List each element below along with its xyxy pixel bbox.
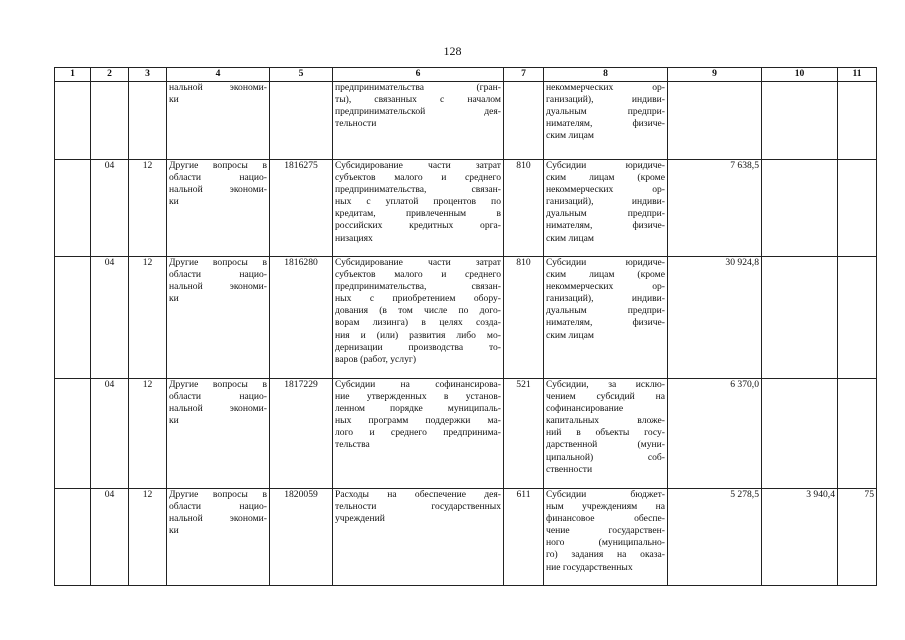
cell-subsection: 12: [129, 160, 167, 257]
cell-line: Субсидирование части затрат: [335, 160, 501, 171]
cell-section: 04: [91, 257, 129, 379]
header-row: [55, 68, 877, 82]
column-header: 3: [129, 68, 167, 82]
cell-line: ским лицам: [546, 232, 594, 244]
column-header: 10: [762, 68, 838, 82]
cell-line: ты), связанных с началом: [335, 94, 501, 106]
cell-section: 04: [91, 489, 129, 586]
cell-col-11: [838, 82, 877, 160]
cell-line: области нацио-: [169, 172, 267, 184]
table-row: [55, 82, 877, 160]
cell-line: Другие вопросы в: [169, 379, 267, 390]
cell-line: ки: [169, 196, 179, 208]
cell-line: чение государствен-: [546, 525, 665, 537]
cell-num: [55, 489, 91, 586]
cell-section: 04: [91, 160, 129, 257]
cell-line: предпринимательской дея-: [335, 106, 501, 118]
column-header: 5: [270, 68, 333, 82]
cell-line: нимателям, физиче-: [546, 317, 665, 329]
cell-line: ного (муниципально-: [546, 537, 665, 549]
cell-line: нальной экономи-: [169, 403, 267, 415]
cell-line: ным учреждениям на: [546, 501, 665, 513]
cell-line: учреждений: [335, 513, 385, 525]
cell-target-code: 1816280: [270, 257, 333, 379]
cell-amount: 5 278,5: [668, 489, 762, 586]
cell-line: дарственной (муни-: [546, 439, 665, 451]
cell-amount-2: [762, 160, 838, 257]
cell-line: нимателям, физиче-: [546, 220, 665, 232]
cell-line: Субсидии юридиче-: [546, 160, 665, 171]
cell-line: финансовое обеспе-: [546, 513, 665, 525]
cell-line: предпринимательства (гран-: [335, 82, 501, 93]
cell-line: некоммерческих ор-: [546, 184, 665, 196]
cell-num: [55, 160, 91, 257]
table-row: [55, 160, 877, 257]
cell-col-11: [838, 160, 877, 257]
cell-line: го) задания на оказа-: [546, 549, 665, 561]
cell-line: предпринимательства, связан-: [335, 184, 501, 196]
cell-line: тельности: [335, 118, 377, 130]
cell-target-name: [333, 160, 504, 257]
cell-expense-name: [544, 82, 668, 160]
cell-expense-type: 521: [504, 379, 544, 489]
cell-target-code: 1817229: [270, 379, 333, 489]
cell-line: предпринимательства, связан-: [335, 281, 501, 293]
cell-expense-name: [544, 379, 668, 489]
cell-line: ние государственных: [546, 561, 633, 573]
cell-line: Субсидии на софинансирова-: [335, 379, 501, 390]
cell-expense-name: [544, 489, 668, 586]
cell-line: Другие вопросы в: [169, 489, 267, 500]
cell-line: ским лицам (кроме: [546, 269, 665, 281]
cell-line: области нацио-: [169, 501, 267, 513]
table-row: [55, 489, 877, 586]
cell-amount-2: [762, 82, 838, 160]
cell-line: ние утвержденных в установ-: [335, 391, 501, 403]
cell-section-name: [167, 257, 270, 379]
cell-target-name: [333, 489, 504, 586]
cell-col-11: 75: [838, 489, 877, 586]
cell-section-name: [167, 160, 270, 257]
cell-expense-name: [544, 257, 668, 379]
cell-line: нальной экономи-: [169, 513, 267, 525]
cell-amount-2: [762, 379, 838, 489]
cell-line: области нацио-: [169, 269, 267, 281]
table-row: [55, 379, 877, 489]
cell-line: Другие вопросы в: [169, 257, 267, 268]
column-header: 4: [167, 68, 270, 82]
cell-section-name: [167, 82, 270, 160]
cell-line: ганизаций), индиви-: [546, 293, 665, 305]
cell-line: нимателям, физиче-: [546, 118, 665, 130]
column-header: 6: [333, 68, 504, 82]
cell-line: дернизации производства то-: [335, 341, 501, 353]
cell-line: Субсидии, за исклю-: [546, 379, 665, 390]
cell-amount: 30 924,8: [668, 257, 762, 379]
cell-line: ленном порядке муниципаль-: [335, 403, 501, 415]
column-header: 11: [838, 68, 877, 82]
cell-target-name: [333, 82, 504, 160]
cell-target-code: 1820059: [270, 489, 333, 586]
cell-line: дования (в том числе по дого-: [335, 305, 501, 317]
cell-expense-type: [504, 82, 544, 160]
cell-line: ки: [169, 525, 179, 537]
cell-line: нальной экономи-: [169, 281, 267, 293]
cell-line: дуальным предпри-: [546, 305, 665, 317]
cell-subsection: [129, 82, 167, 160]
cell-amount: 6 370,0: [668, 379, 762, 489]
cell-expense-type: 810: [504, 257, 544, 379]
column-header: 8: [544, 68, 668, 82]
cell-line: дуальным предпри-: [546, 106, 665, 118]
cell-expense-type: 810: [504, 160, 544, 257]
cell-col-11: [838, 379, 877, 489]
cell-amount-2: [762, 257, 838, 379]
cell-line: лого и среднего предпринима-: [335, 427, 501, 439]
cell-amount: 7 638,5: [668, 160, 762, 257]
cell-num: [55, 379, 91, 489]
cell-line: ганизаций), индиви-: [546, 94, 665, 106]
cell-line: ний в объекты госу-: [546, 427, 665, 439]
cell-line: тельства: [335, 439, 370, 451]
cell-num: [55, 82, 91, 160]
cell-amount: [668, 82, 762, 160]
cell-line: Субсидирование части затрат: [335, 257, 501, 268]
cell-line: некоммерческих ор-: [546, 82, 665, 93]
cell-section-name: [167, 379, 270, 489]
cell-line: ственности: [546, 463, 593, 475]
cell-subsection: 12: [129, 379, 167, 489]
cell-line: нальной экономи-: [169, 82, 267, 93]
cell-line: низациях: [335, 232, 373, 244]
column-header: 1: [55, 68, 91, 82]
cell-col-11: [838, 257, 877, 379]
cell-target-code: [270, 82, 333, 160]
cell-target-name: [333, 379, 504, 489]
page-number: 128: [443, 44, 462, 58]
column-header: 7: [504, 68, 544, 82]
cell-line: ским лицам: [546, 329, 594, 341]
cell-line: ки: [169, 293, 179, 305]
cell-line: софинансирование: [546, 403, 624, 415]
cell-line: ния и (или) развития либо мо-: [335, 329, 501, 341]
cell-section: [91, 82, 129, 160]
cell-section: 04: [91, 379, 129, 489]
cell-amount-2: 3 940,4: [762, 489, 838, 586]
cell-line: ским лицам: [546, 130, 594, 142]
cell-line: Субсидии юридиче-: [546, 257, 665, 268]
cell-line: субъектов малого и среднего: [335, 269, 501, 281]
cell-line: области нацио-: [169, 391, 267, 403]
column-header: 9: [668, 68, 762, 82]
cell-subsection: 12: [129, 257, 167, 379]
cell-line: чением субсидий на: [546, 391, 665, 403]
cell-line: некоммерческих ор-: [546, 281, 665, 293]
cell-line: кредитам, привлеченным в: [335, 208, 501, 220]
cell-line: Расходы на обеспечение дея-: [335, 489, 501, 500]
cell-line: ных с уплатой процентов по: [335, 196, 501, 208]
cell-line: ским лицам (кроме: [546, 172, 665, 184]
cell-target-code: 1816275: [270, 160, 333, 257]
cell-subsection: 12: [129, 489, 167, 586]
cell-line: нальной экономи-: [169, 184, 267, 196]
cell-num: [55, 257, 91, 379]
cell-line: капитальных вложе-: [546, 415, 665, 427]
cell-expense-type: 611: [504, 489, 544, 586]
cell-expense-name: [544, 160, 668, 257]
cell-line: Другие вопросы в: [169, 160, 267, 171]
cell-line: тельности государственных: [335, 501, 501, 513]
cell-line: ных программ поддержки ма-: [335, 415, 501, 427]
table-row: [55, 257, 877, 379]
cell-line: Субсидии бюджет-: [546, 489, 665, 500]
cell-line: российских кредитных орга-: [335, 220, 501, 232]
column-header: 2: [91, 68, 129, 82]
cell-target-name: [333, 257, 504, 379]
cell-line: ных с приобретением обору-: [335, 293, 501, 305]
budget-table: [54, 67, 877, 586]
cell-line: ганизаций), индиви-: [546, 196, 665, 208]
cell-line: ки: [169, 415, 179, 427]
cell-line: ки: [169, 94, 179, 106]
cell-line: ворам лизинга) в целях созда-: [335, 317, 501, 329]
cell-line: субъектов малого и среднего: [335, 172, 501, 184]
cell-line: ципальной) соб-: [546, 451, 665, 463]
cell-line: варов (работ, услуг): [335, 353, 417, 365]
cell-line: дуальным предпри-: [546, 208, 665, 220]
cell-section-name: [167, 489, 270, 586]
